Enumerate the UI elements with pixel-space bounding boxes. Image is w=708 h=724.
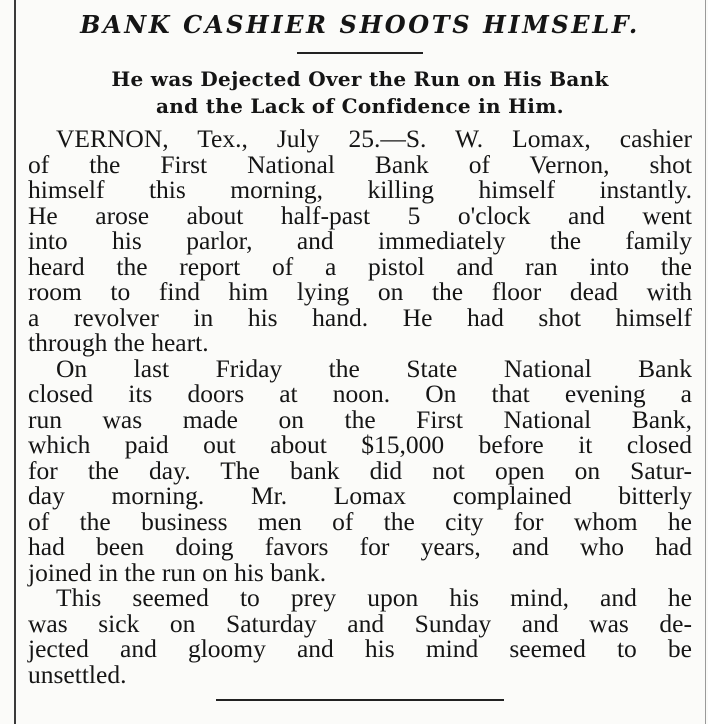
article-end-divider — [216, 699, 504, 701]
text-line: On last Friday the State National Bank — [56, 353, 692, 383]
text-line: into his parlor, and immediately the family — [28, 226, 692, 255]
column-rule-right — [705, 0, 706, 724]
text-line: had been doing favors for years, and who had — [28, 532, 692, 561]
text-line: closed its doors at noon. On that evening a — [28, 379, 692, 408]
text-line: He arose about half-past 5 o'clock and went — [28, 200, 692, 230]
text-line: a revolver in his hand. He had shot himself — [28, 302, 692, 332]
subheadline — [28, 66, 692, 120]
column-rule-left — [14, 0, 16, 724]
text-line: unsettled. — [28, 659, 127, 689]
subhead-line: He was Dejected Over the Run on His Bank — [111, 67, 609, 91]
text-line: himself this morning, killing himself instantly. — [28, 175, 692, 204]
text-line: day morning. Mr. Lomax complained bitterly — [28, 481, 692, 510]
subhead-line: and the Lack of Confidence in Him. — [156, 94, 564, 118]
paragraph-2 — [28, 353, 692, 587]
text-line: run was made on the First National Bank, — [28, 404, 692, 434]
text-line: This seemed to prey upon his mind, and he — [56, 583, 692, 612]
text-line: heard the report of a pistol and ran into the — [28, 251, 692, 281]
text-line: through the heart. — [28, 328, 209, 357]
headline: BANK CASHIER SHOOTS HIMSELF. — [80, 10, 640, 39]
text-line: which paid out about $15,000 before it closed — [28, 430, 692, 459]
text-line: for the day. The bank did not open on Satur- — [28, 455, 692, 485]
text-line: of the First National Bank of Vernon, shot — [28, 149, 692, 179]
text-line: room to find him lying on the floor dead with — [28, 277, 692, 306]
text-line: was sick on Saturday and Sunday and was de- — [28, 608, 692, 638]
text-line: joined in the run on his bank. — [28, 557, 327, 587]
paragraph-3 — [28, 585, 692, 687]
text-line: jected and gloomy and his mind seemed to be — [28, 634, 692, 663]
paragraph-1 — [28, 126, 692, 356]
headline-divider — [297, 52, 423, 54]
text-line: VERNON, Tex., July 25.—S. W. Lomax, cashier — [56, 124, 692, 153]
text-line: of the business men of the city for whom he — [28, 506, 692, 536]
